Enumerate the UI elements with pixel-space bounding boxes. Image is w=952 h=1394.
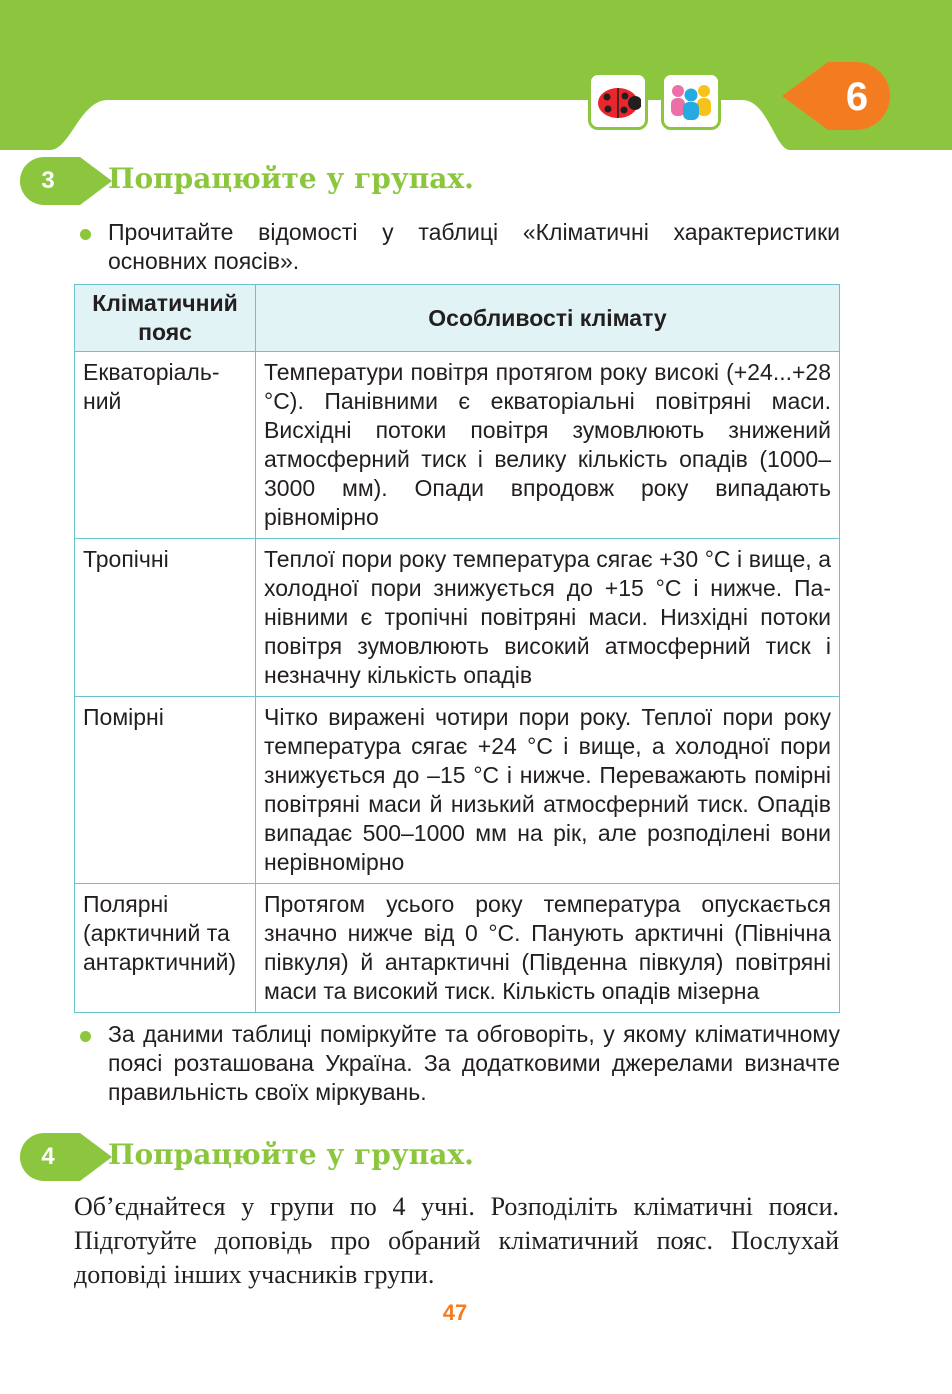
header-features: Особливості клімату	[256, 285, 840, 352]
desc-cell: Чітко виражені чотири пори року. Теплої пори року температура сягає +24 °С і вище, а холодної пори знижується до –15 °С і нижче. Переважають помірні повітряні маси й низький атмосферний тиск. Опадів випадає 500–1000 мм на рік, але розподілені вони нерівномірно	[256, 697, 840, 884]
bullet-dot	[80, 229, 91, 240]
desc-cell: Протягом усього року температура опускається значно нижче від 0 °С. Панують арктичні (Північна півкуля) й антарктичні (Південна півкуля) повітряні маси та високий тиск. Кількість опадів мізерна	[256, 884, 840, 1013]
chapter-number: 6	[845, 75, 869, 119]
zone-cell: Полярні (арктичний та антарктичний)	[75, 884, 256, 1013]
task-3-bullet-2	[74, 1020, 840, 1107]
climate-table	[74, 284, 840, 1013]
zone-cell: Екваторіальний	[75, 352, 256, 539]
zone-cell: Помірні	[75, 697, 256, 884]
task-4-paragraph: Об’єднайтеся у групи по 4 учні. Розподіліть кліматичні пояси. Підготуйте доповідь про обраний кліматичний пояс. Послухай доповіді інших учасників групи.	[74, 1192, 839, 1289]
task-3-bullet-2-text: За даними таблиці поміркуйте та обговоріть, у якому кліматичному поясі розташована Україна. За додатковими джерелами визначте правильність своїх міркувань.	[108, 1021, 840, 1105]
table-row	[75, 884, 840, 1013]
task-4-number: 4	[41, 1143, 55, 1170]
table-row	[75, 352, 840, 539]
table-header-row	[75, 285, 840, 352]
task-3-bullet-1	[74, 218, 840, 276]
page-number: 47	[442, 1300, 468, 1325]
task-4-title: Попрацюйте у групах.	[108, 1138, 474, 1171]
zone-cell: Тропічні	[75, 539, 256, 697]
desc-cell: Температури повітря протягом року високі (+24...+28 °С). Панівними є екваторіальні повітряні маси. Висхідні потоки повітря зумовлюють знижений атмосферний тиск і велику кількість опадів (1000–3000 мм). Опади впродовж року випадають рівномірно	[256, 352, 840, 539]
bullet-dot	[80, 1031, 91, 1042]
task-3-title: Попрацюйте у групах.	[108, 162, 474, 195]
ladybug-icon	[588, 72, 648, 130]
table-row	[75, 539, 840, 697]
header-zone: Кліматичний пояс	[75, 285, 256, 352]
table-row	[75, 697, 840, 884]
task-3-bullet-1-text: Прочитайте відомості у таблиці «Кліматичні характеристики основних поясів».	[108, 219, 840, 274]
desc-cell: Теплої пори року температура сягає +30 °С і вище, а холодної пори знижується до +15 °С і нижче. Панівними є тропічні повітряні маси. Низхідні потоки повітря зумовлюють високий атмосферний тиск і незначну кількість опадів	[256, 539, 840, 697]
task-3-number: 3	[41, 167, 55, 194]
group-people-icon	[661, 72, 721, 130]
